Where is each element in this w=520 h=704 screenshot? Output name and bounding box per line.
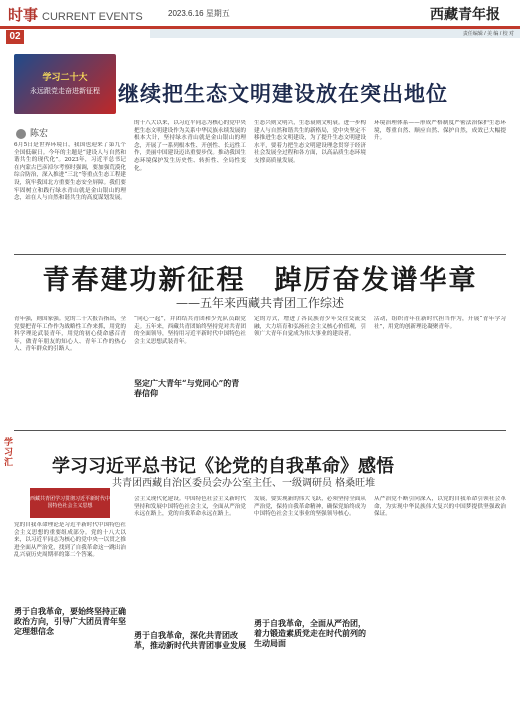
top-article-col-1: 6月5日是世界环境日，我国也迎来了第九个全国低碳日。今年的主题是“建设人与自然和谐共生的现代化”。2023年，习近平总书记在内蒙古巴彦淖尔考察时强调，要加强荒漠化综合防治，深入推进“三北”等重点生态工程建设，筑牢我国北方重要生态安全屏障。我们要牢固树立和践行绿水青山就是金山银山的理念，站在人与自然和谐共生的高度谋划发展。 — [14, 142, 126, 202]
top-article-col-3: 生态兴则文明兴，生态衰则文明衰。进一步构建人与自然和谐共生的新格局，党中央坚定不移推进生态文明建设，为了提升生态文明建设水平，要着力把生态文明建设理念贯穿于经济社会发展全过程和各方面，以高品质生态环境支撑高质量发展。 — [254, 120, 366, 164]
feature-col-4: 活动，组织青年在新时代担当作为，开展“青年学习社”，用党的创新理论凝聚青年。 — [374, 316, 506, 330]
byline-name: 陈宏 — [30, 129, 49, 139]
feature-col-1: 青年强，则国家强。党的二十大报告指出，全党要把青年工作作为战略性工作来抓，用党的科学理论武装青年，用党的初心使命感召青年，做青年朋友的知心人、青年工作的热心人、青年群众的引路人。 — [14, 316, 126, 353]
issue-date: 2023.6.16 星期五 — [168, 9, 230, 18]
bottom-col-2: 会主义现代化建设。中国特色社会主义新时代坚持和发展中国特色社会主义，全面从严治党永远在路上，党的自我革命永远在路上。 — [134, 496, 246, 518]
bottom-col-1: 党的自我革命理论是习近平新时代中国特色社会主义思想的重要组成部分。党的十八大以来，以习近平同志为核心的党中央一以贯之推进全面从严治党，找到了自我革命这一跳出治乱兴衰历史周期率的第二个答案。 — [14, 522, 126, 559]
top-byline — [16, 126, 48, 139]
newspaper-name: 西藏青年报 — [430, 7, 500, 23]
campaign-banner — [14, 54, 116, 114]
section-title: 时事 CURRENT EVENTS — [8, 7, 143, 24]
feature-subhead: 坚定广大青年“与党同心”的青春信仰 — [134, 378, 240, 398]
bottom-redbox — [30, 488, 110, 518]
bottom-col-4: 从严治党不断引向深入，以党的自我革命引领社会革命，为实现中华民族伟大复兴的中国梦提供坚强政治保证。 — [374, 496, 506, 518]
page-header — [0, 0, 520, 44]
bottom-col-3: 发展，要实现新的伟大飞跃，必须坚持全面从严治党，保持自我革命精神，确保党始终成为中国特色社会主义事业的坚强领导核心。 — [254, 496, 366, 518]
top-headline: 继续把生态文明建设放在突出地位 — [118, 81, 448, 106]
feature-subtitle: ——五年来西藏共青团工作综述 — [175, 296, 344, 310]
top-article-col-2: 的十八大以来，以习近平同志为核心的党中央把生态文明建设作为关系中华民族永续发展的根本大计，坚持绿水青山就是金山银山的理念，开展了一系列根本性、开创性、长远性工作，美丽中国建设迈出重要步伐。推动我国生态环境保护发生历史性、转折性、全局性变化。 — [134, 120, 246, 172]
divider-2 — [14, 430, 506, 431]
top-article-col-4: 环境治理体系——形成严格制度严密法治保护生态环境，尊重自然、顺应自然、保护自然，成效已大幅提升。 — [374, 120, 506, 142]
feature-headline: 青春建功新征程 踔厉奋发谱华章 — [42, 265, 478, 296]
bottom-subhead-c: 勇于自我革命，全面从严治团，着力锻造素质党走在时代前列的生动局面 — [254, 618, 366, 648]
feature-col-3: 定的方式，增进了各民族青少年交往交流交融，大力培育和弘扬社会主义核心价值观，引领广大青年自觉成为伟大事业的建设者。 — [254, 316, 366, 338]
banner-line-2: 永远跟党走奋进新征程 — [30, 87, 100, 95]
bottom-subhead-b: 勇于自我革命，深化共青团改革，推动新时代共青团事业发展 — [134, 630, 246, 650]
feature-col-2: “同心一起”，并团结共青团和少先队员跟党走。五年来，西藏共青团始终坚持党对共青团的全面领导，坚持用习近平新时代中国特色社会主义思想武装青年。 — [134, 316, 246, 345]
divider-1 — [14, 254, 506, 255]
bottom-subhead-a: 勇于自我革命，要始终坚持正确政治方向，引导广大团员青年坚定理想信念 — [14, 606, 126, 636]
page-number: 02 — [6, 30, 24, 44]
banner-line-1: 学习二十大 — [42, 73, 88, 83]
redbox-text: 西藏共青团学习贯彻习近平新时代中国特色社会主义思想 — [30, 496, 111, 509]
section-title-en: CURRENT EVENTS — [42, 11, 143, 23]
side-label: 学习汇 — [4, 438, 14, 468]
bottom-subtitle: 共青团西藏自治区委员会办公室主任、一级调研员 格桑旺堆 — [112, 478, 376, 489]
author-photo-icon — [16, 129, 26, 139]
bottom-headline: 学习习近平总书记《论党的自我革命》感悟 — [52, 456, 394, 477]
editor-credits: 责任编辑 / 美 编 / 校 对 — [462, 31, 514, 37]
